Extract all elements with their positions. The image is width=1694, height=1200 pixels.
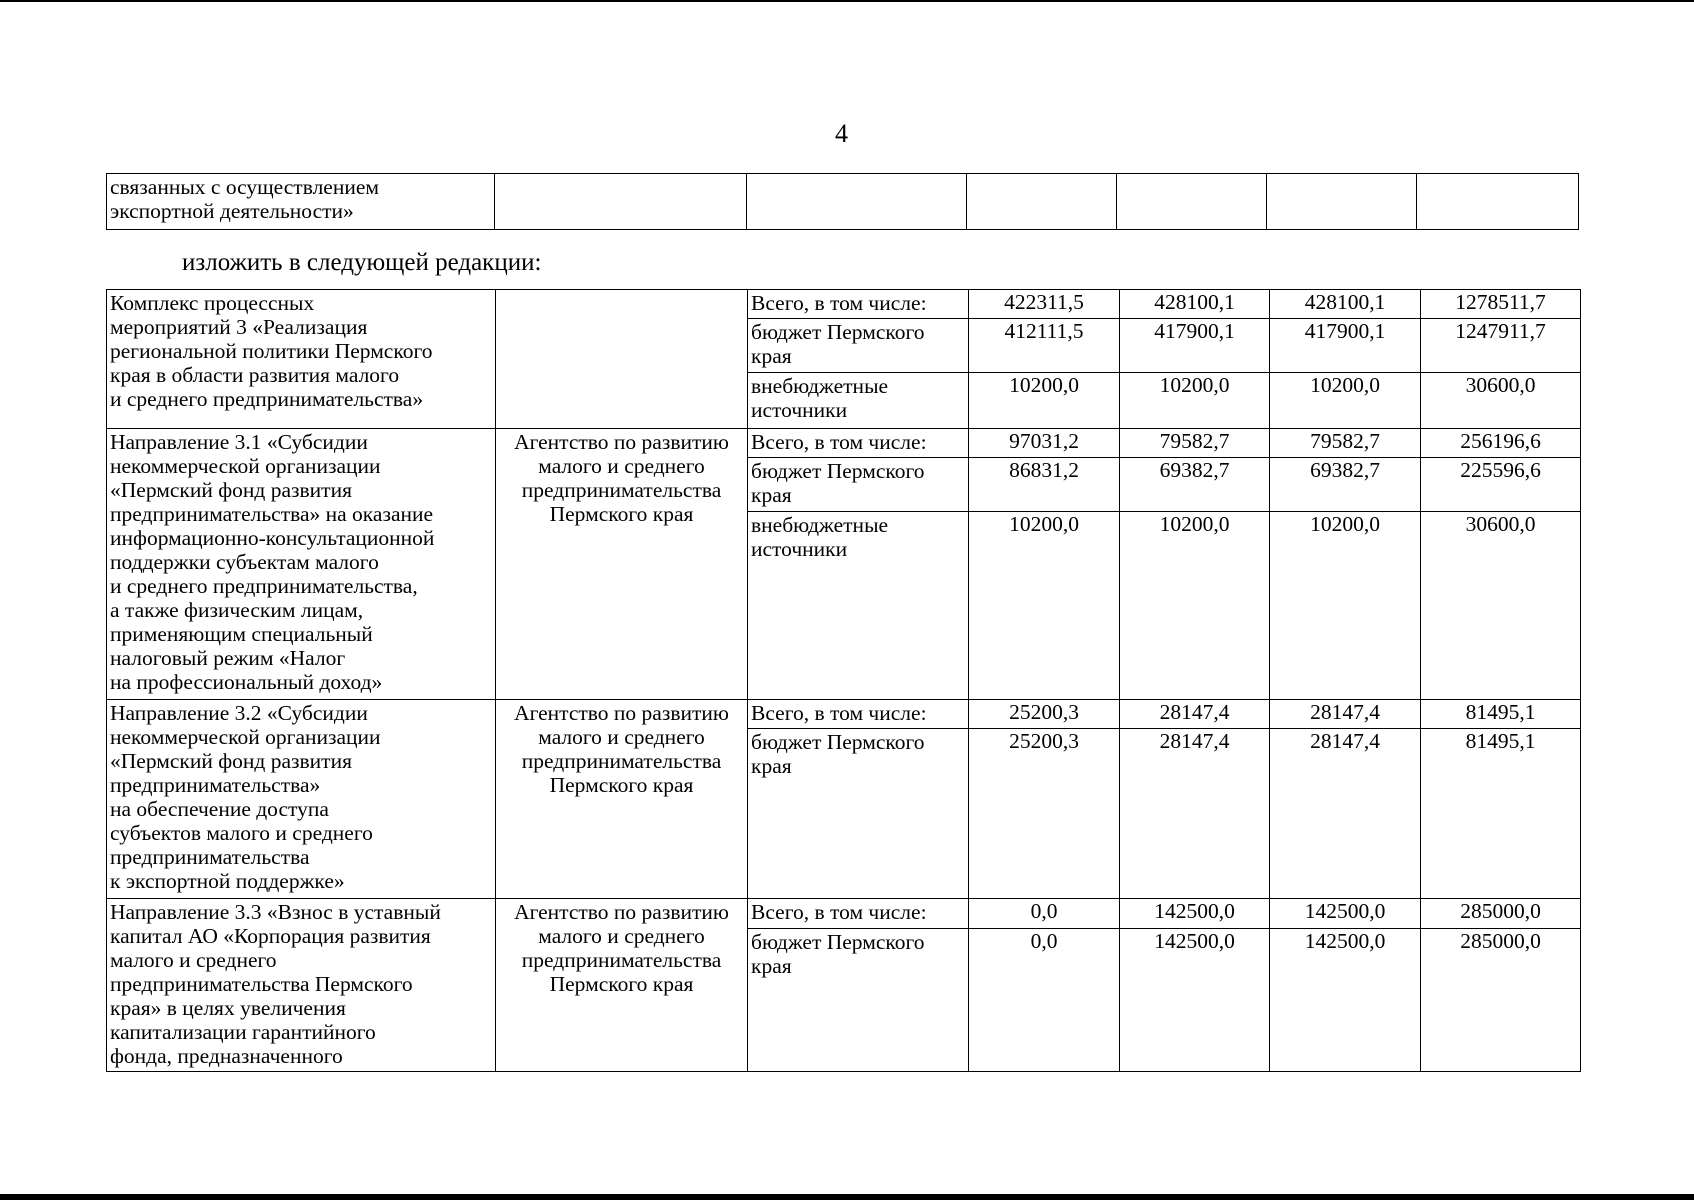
value-cell: 417900,1 [1270,319,1421,373]
block-executor-cell [496,429,748,700]
source-label: Всего, в том числе: [751,701,927,725]
block-name-cell [107,290,496,429]
value-cell: 28147,4 [1270,729,1421,899]
source-cell [748,929,969,1072]
source-label: Всего, в том числе: [751,430,927,454]
table-row [107,290,1581,319]
value-cell: 285000,0 [1421,899,1581,929]
source-cell [748,429,969,458]
block-name: Комплекс процессных мероприятий 3 «Реализация региональной политики Пермского края в области развития малого и среднего предпринимательства» [110,291,433,411]
value-cell: 225596,6 [1421,458,1581,512]
value-cell: 28147,4 [1120,729,1270,899]
scan-bottom-edge [0,1194,1694,1200]
source-label: внебюджетные источники [751,513,889,561]
source-label: бюджет Пермского края [751,320,925,368]
empty-cell [1117,174,1267,230]
source-label: Всего, в том числе: [751,900,927,924]
value-cell: 79582,7 [1270,429,1421,458]
block-executor: Агентство по развитию малого и среднего предпринимательства Пермского края [514,900,729,996]
table-row [107,899,1581,929]
value-cell: 30600,0 [1421,373,1581,429]
value-cell: 428100,1 [1270,290,1421,319]
empty-cell [1417,174,1579,230]
funding-table [106,289,1581,1072]
table-row [107,700,1581,729]
empty-cell [747,174,967,230]
value-cell: 69382,7 [1120,458,1270,512]
value-cell: 25200,3 [969,729,1120,899]
empty-cell [495,174,747,230]
source-label: Всего, в том числе: [751,291,927,315]
value-cell: 10200,0 [1120,373,1270,429]
block-name-cell [107,899,496,1072]
source-cell [748,512,969,700]
source-cell [748,290,969,319]
value-cell: 28147,4 [1120,700,1270,729]
value-cell: 10200,0 [1120,512,1270,700]
block-executor: Агентство по развитию малого и среднего предпринимательства Пермского края [514,701,729,797]
value-cell: 10200,0 [1270,512,1421,700]
value-cell: 1247911,7 [1421,319,1581,373]
previous-table-fragment [106,173,1579,230]
value-cell: 10200,0 [969,512,1120,700]
value-cell: 417900,1 [1120,319,1270,373]
block-name: Направление 3.3 «Взнос в уставный капитал АО «Корпорация развития малого и среднего предпринимательства Пермского края» в целях увеличения капитализации гарантийного фонда, предназначенного [110,900,441,1068]
value-cell: 10200,0 [969,373,1120,429]
source-cell [748,319,969,373]
value-cell: 142500,0 [1120,899,1270,929]
value-cell: 256196,6 [1421,429,1581,458]
block-executor-cell [496,899,748,1072]
empty-cell [1267,174,1417,230]
table-row [107,429,1581,458]
value-cell: 412111,5 [969,319,1120,373]
value-cell: 97031,2 [969,429,1120,458]
block-executor-cell [496,290,748,429]
prev-fragment-cell [107,174,495,230]
value-cell: 285000,0 [1421,929,1581,1072]
value-cell: 0,0 [969,929,1120,1072]
value-cell: 428100,1 [1120,290,1270,319]
source-label: внебюджетные источники [751,374,889,422]
source-cell [748,373,969,429]
scan-top-edge [0,0,1694,2]
value-cell: 86831,2 [969,458,1120,512]
block-name-cell [107,429,496,700]
value-cell: 81495,1 [1421,729,1581,899]
empty-cell [967,174,1117,230]
value-cell: 142500,0 [1270,929,1421,1072]
value-cell: 0,0 [969,899,1120,929]
block-name: Направление 3.2 «Субсидии некоммерческой организации «Пермский фонд развития предпринимательства» на обеспечение доступа субъектов малого и среднего предпринимательства к экспортной поддержке» [110,701,381,893]
value-cell: 142500,0 [1120,929,1270,1072]
source-label: бюджет Пермского края [751,459,925,507]
prev-fragment-text: связанных с осуществлением экспортной деятельности» [110,175,380,223]
value-cell: 25200,3 [969,700,1120,729]
block-executor: Агентство по развитию малого и среднего предпринимательства Пермского края [514,430,729,526]
block-executor-cell [496,700,748,899]
page-number: 4 [835,119,848,148]
value-cell: 142500,0 [1270,899,1421,929]
value-cell: 1278511,7 [1421,290,1581,319]
value-cell: 30600,0 [1421,512,1581,700]
block-name: Направление 3.1 «Субсидии некоммерческой организации «Пермский фонд развития предпринимательства» на оказание информационно-консультационной поддержки субъектам малого и среднего предпринимательства, а также физическим лицам, применяющим специальный налоговый режим «Налог на профессиональный доход» [110,430,435,694]
value-cell: 79582,7 [1120,429,1270,458]
source-label: бюджет Пермского края [751,930,925,978]
value-cell: 422311,5 [969,290,1120,319]
source-cell [748,899,969,929]
source-cell [748,729,969,899]
table-row [107,174,1579,230]
source-label: бюджет Пермского края [751,730,925,778]
source-cell [748,458,969,512]
value-cell: 69382,7 [1270,458,1421,512]
block-name-cell [107,700,496,899]
value-cell: 28147,4 [1270,700,1421,729]
source-cell [748,700,969,729]
value-cell: 81495,1 [1421,700,1581,729]
instruction-text: изложить в следующей редакции: [182,249,542,276]
value-cell: 10200,0 [1270,373,1421,429]
